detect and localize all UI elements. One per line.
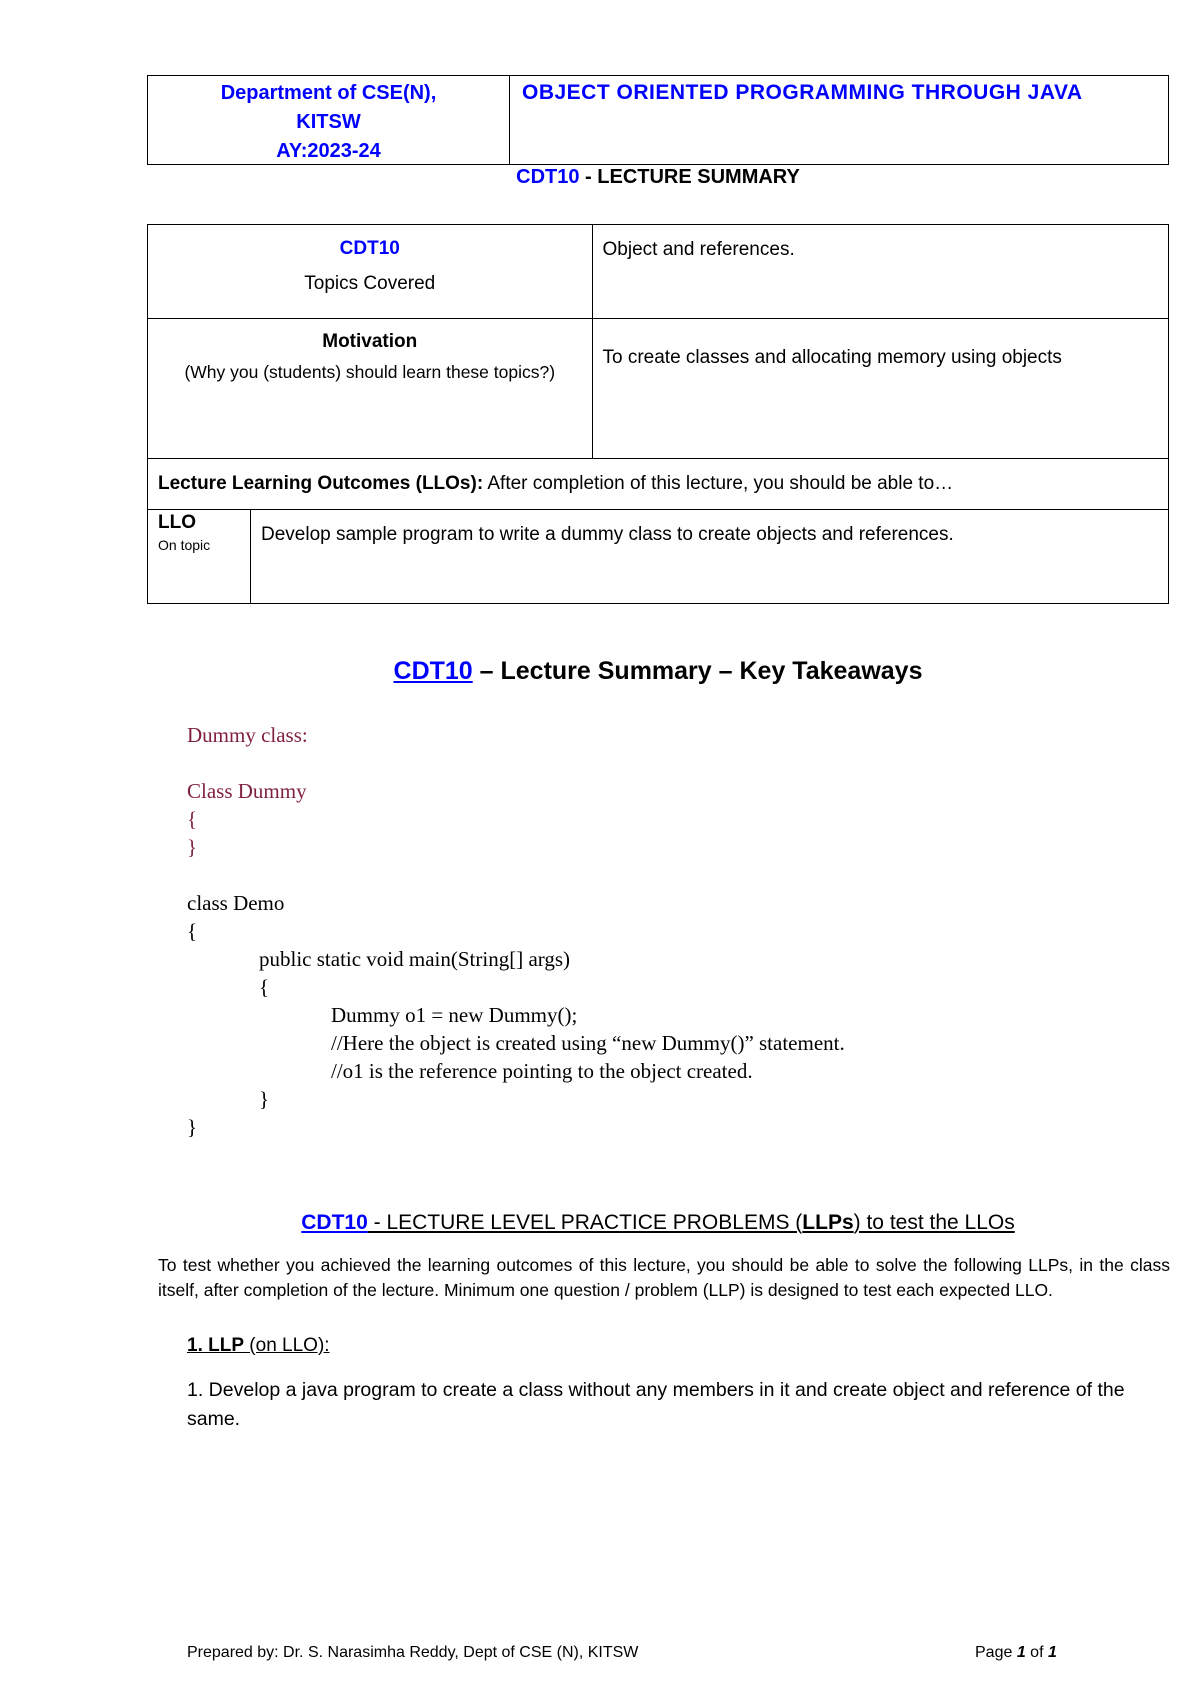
page-number <box>975 1644 1057 1662</box>
code-line: { <box>259 975 270 999</box>
page-of: of <box>1025 1644 1048 1661</box>
lecture-summary-table <box>147 224 1169 604</box>
department-cell <box>148 76 510 164</box>
code-line: Dummy class: <box>187 723 308 747</box>
llp-item-on: (on LLO): <box>244 1335 330 1356</box>
code-line: Class Dummy <box>187 779 307 803</box>
motivation-value: To create classes and allocating memory using objects <box>592 319 1169 459</box>
summary-label: - LECTURE SUMMARY <box>579 166 800 188</box>
llo-label-cell <box>148 510 251 604</box>
code-line: class Demo <box>187 891 285 915</box>
llp-title: - LECTURE LEVEL PRACTICE PROBLEMS ( <box>367 1211 803 1234</box>
llp-item-label: 1. LLP <box>187 1335 245 1356</box>
course-title: OBJECT ORIENTED PROGRAMMING THROUGH JAVA <box>522 81 1083 104</box>
llp-title-end: ) to test the LLOs <box>853 1211 1015 1234</box>
motivation-label: Motivation <box>322 331 418 352</box>
llo-label: LLO <box>158 512 196 533</box>
llo-sub: On topic <box>158 537 211 553</box>
summary-title <box>147 166 1169 189</box>
llo-heading: Lecture Learning Outcomes (LLOs): <box>158 473 484 494</box>
llo-heading-cell <box>148 459 1169 510</box>
code-line: public static void main(String[] args) <box>259 947 571 971</box>
llp-code: CDT10 <box>301 1211 368 1234</box>
motivation-label-cell <box>148 319 593 459</box>
page-total: 1 <box>1047 1644 1057 1661</box>
takeaways-heading <box>147 657 1169 686</box>
takeaways-code: CDT10 <box>393 657 473 685</box>
llp-heading <box>147 1211 1169 1235</box>
department-name: Department of CSE(N), <box>220 82 437 104</box>
llo-value: Develop sample program to write a dummy class to create objects and references. <box>251 510 1169 604</box>
takeaways-label: – Lecture Summary – Key Takeaways <box>472 657 923 685</box>
institute-name: KITSW <box>296 111 361 133</box>
llp-question: 1. Develop a java program to create a class without any members in it and create object and reference of the same. <box>187 1379 1125 1430</box>
llo-heading-rest: After completion of this lecture, you should be able to… <box>483 473 954 494</box>
code-line: { <box>187 807 198 831</box>
page-current: 1 <box>1016 1644 1026 1661</box>
footer-prepared-by: Prepared by: Dr. S. Narasimha Reddy, Dept of CSE (N), KITSW <box>187 1644 639 1661</box>
llp-intro: To test whether you achieved the learning outcomes of this lecture, you should be able to solve the following LLPs, in the class itself, after completion of the lecture. Minimum one question / problem (LLP) is designed to test each expected LLO. <box>158 1255 1170 1300</box>
page-prefix: Page <box>975 1644 1017 1661</box>
code-line: Dummy o1 = new Dummy(); <box>331 1003 578 1027</box>
topics-value: Object and references. <box>592 225 1169 319</box>
code-line: //o1 is the reference pointing to the object created. <box>331 1059 753 1083</box>
topics-label-cell <box>148 225 593 319</box>
code-line: { <box>187 919 198 943</box>
code-line: } <box>187 835 198 859</box>
header-table <box>147 75 1169 165</box>
summary-code: CDT10 <box>516 166 580 188</box>
topics-label: Topics Covered <box>304 273 436 294</box>
motivation-sub: (Why you (students) should learn these topics?) <box>184 362 556 382</box>
code-line: } <box>259 1087 270 1111</box>
llp-item-heading <box>187 1335 330 1357</box>
academic-year: AY:2023-24 <box>276 140 381 162</box>
llp-title-bold: LLPs <box>802 1211 854 1234</box>
code-line: } <box>187 1115 198 1139</box>
code-line: //Here the object is created using “new Dummy()” statement. <box>331 1031 845 1055</box>
topics-code: CDT10 <box>339 238 400 259</box>
